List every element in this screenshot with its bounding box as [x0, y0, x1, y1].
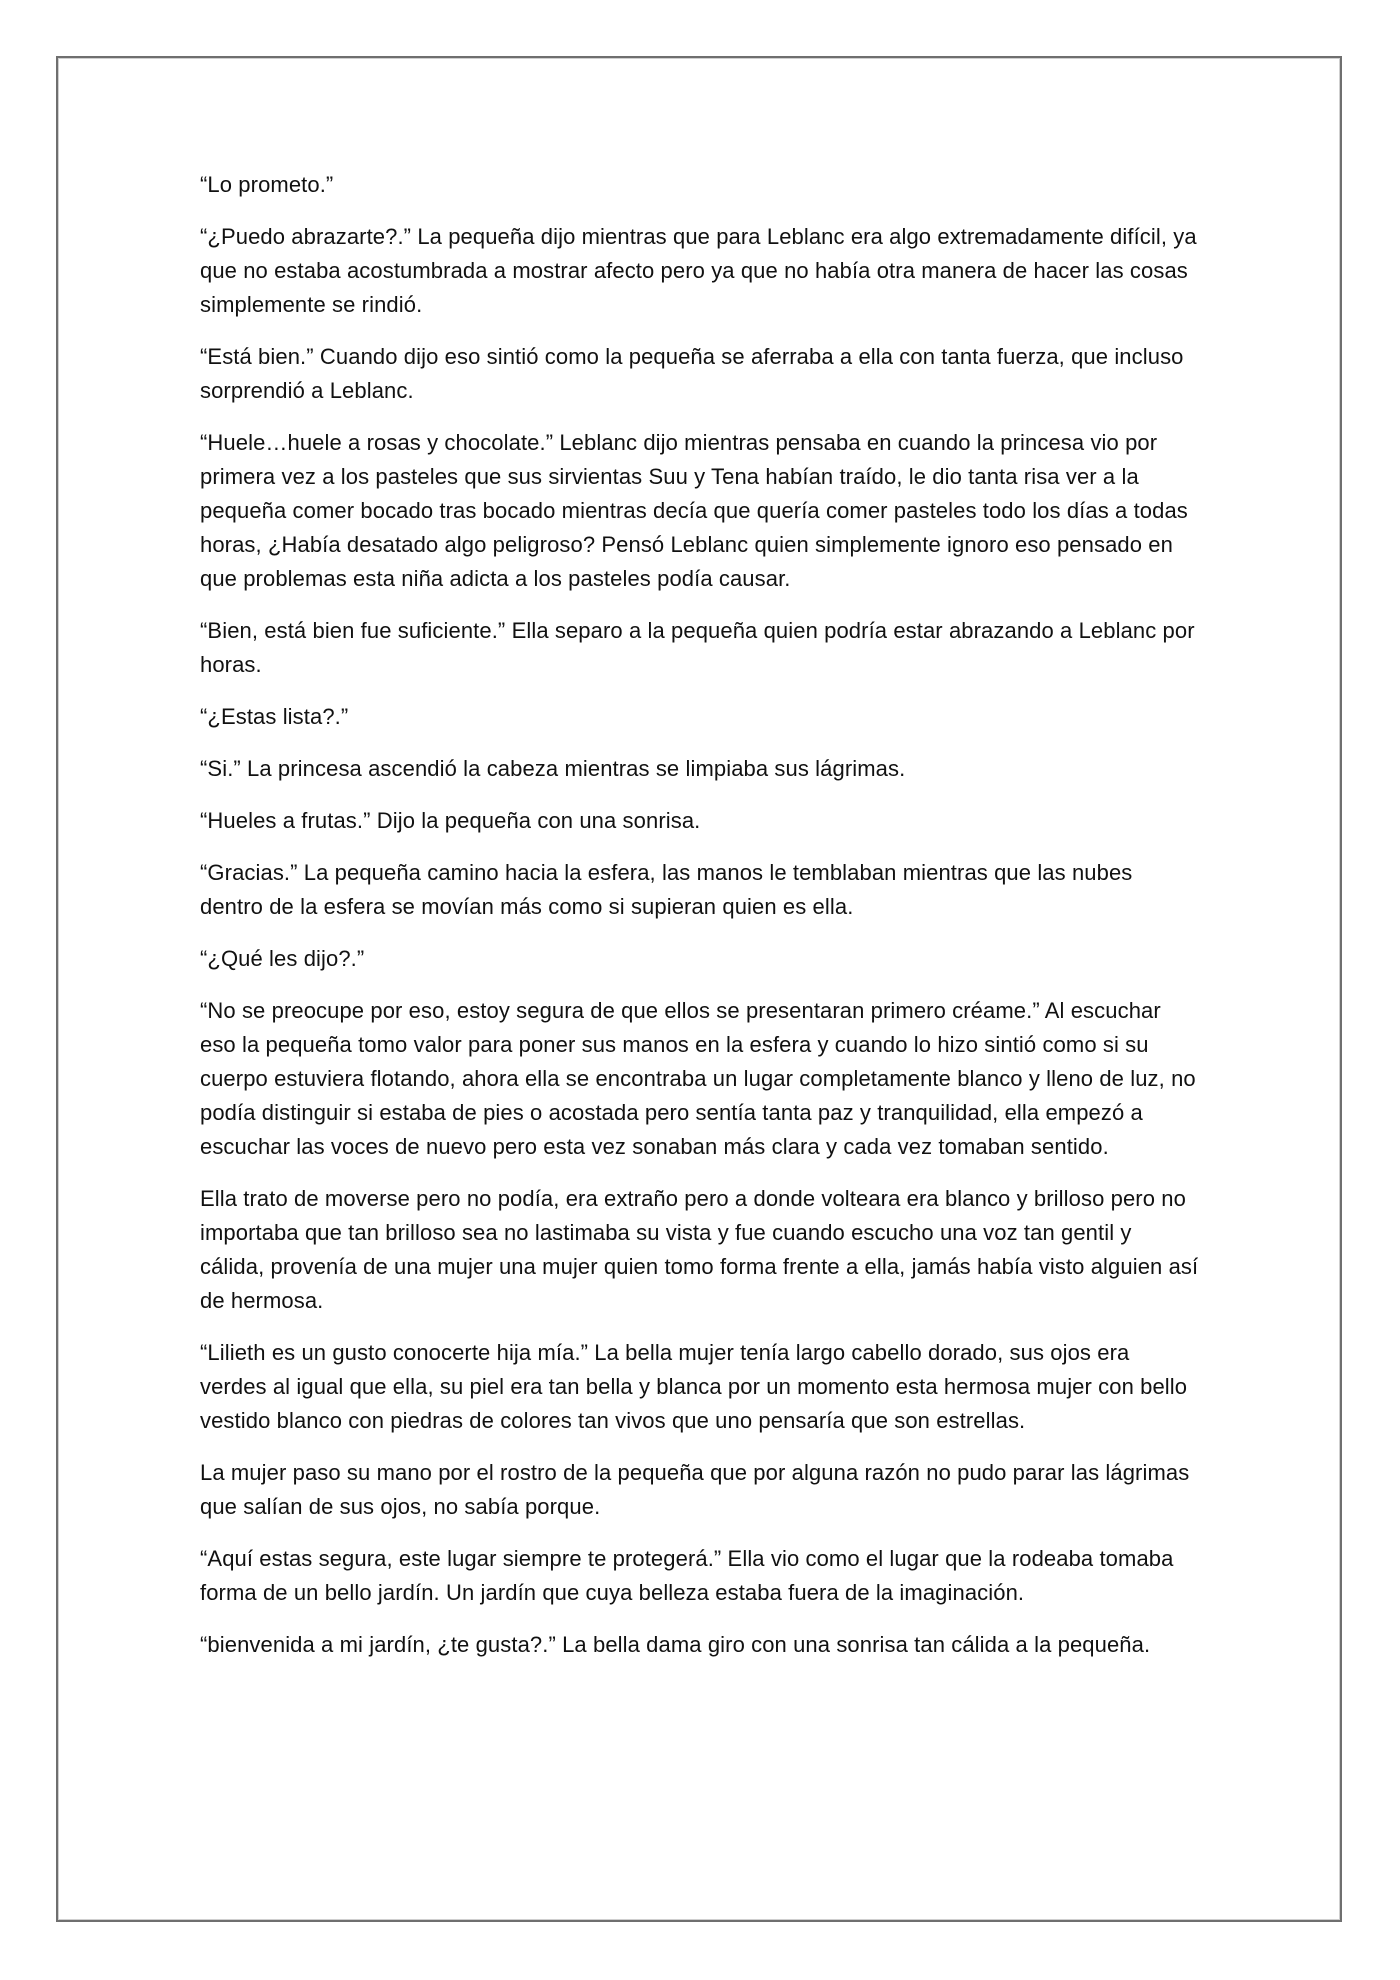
- paragraph: “¿Qué les dijo?.”: [200, 946, 365, 971]
- paragraph: “Bien, está bien fue suficiente.” Ella separo a la pequeña quien podría estar abrazando a Leblanc por horas.: [200, 618, 1195, 677]
- paragraph: Ella trato de moverse pero no podía, era extraño pero a donde volteara era blanco y brilloso pero no importaba que tan brilloso sea no lastimaba su vista y fue cuando escucho una voz tan gentil y cálida, provenía de una mujer una mujer quien tomo forma frente a ella, jamás había visto alguien así de hermosa.: [200, 1186, 1199, 1313]
- paragraph: “Lo prometo.”: [200, 172, 334, 197]
- paragraph: “Gracias.” La pequeña camino hacia la esfera, las manos le temblaban mientras que las nubes dentro de la esfera se movían más como si supieran quien es ella.: [200, 860, 1133, 919]
- paragraph: “bienvenida a mi jardín, ¿te gusta?.” La bella dama giro con una sonrisa tan cálida a la pequeña.: [200, 1632, 1151, 1657]
- paragraph: “¿Estas lista?.”: [200, 704, 349, 729]
- document-body: [200, 168, 1200, 1680]
- paragraph: “Hueles a frutas.” Dijo la pequeña con una sonrisa.: [200, 808, 701, 833]
- paragraph: “Lilieth es un gusto conocerte hija mía.” La bella mujer tenía largo cabello dorado, sus ojos era verdes al igual que ella, su piel era tan bella y blanca por un momento esta hermosa mujer con bello vestido blanco con piedras de colores tan vivos que uno pensaría que son estrellas.: [200, 1340, 1188, 1433]
- paragraph: La mujer paso su mano por el rostro de la pequeña que por alguna razón no pudo parar las lágrimas que salían de sus ojos, no sabía porque.: [200, 1460, 1190, 1519]
- paragraph: “Si.” La princesa ascendió la cabeza mientras se limpiaba sus lágrimas.: [200, 756, 906, 781]
- paragraph: “No se preocupe por eso, estoy segura de que ellos se presentaran primero créame.” Al escuchar eso la pequeña tomo valor para poner sus manos en la esfera y cuando lo hizo sintió como si su cuerpo estuviera flotando, ahora ella se encontraba un lugar completamente blanco y lleno de luz, no podía distinguir si estaba de pies o acostada pero sentía tanta paz y tranquilidad, ella empezó a escuchar las voces de nuevo pero esta vez sonaban más clara y cada vez tomaban sentido.: [200, 998, 1196, 1159]
- paragraph: “¿Puedo abrazarte?.” La pequeña dijo mientras que para Leblanc era algo extremadamente difícil, ya que no estaba acostumbrada a mostrar afecto pero ya que no había otra manera de hacer las cosas simplemente se rindió.: [200, 224, 1197, 317]
- paragraph: “Huele…huele a rosas y chocolate.” Leblanc dijo mientras pensaba en cuando la princesa vio por primera vez a los pasteles que sus sirvientas Suu y Tena habían traído, le dio tanta risa ver a la pequeña comer bocado tras bocado mientras decía que quería comer pasteles todo los días a todas horas, ¿Había desatado algo peligroso? Pensó Leblanc quien simplemente ignoro eso pensado en que problemas esta niña adicta a los pasteles podía causar.: [200, 430, 1188, 591]
- paragraph: “Aquí estas segura, este lugar siempre te protegerá.” Ella vio como el lugar que la rodeaba tomaba forma de un bello jardín. Un jardín que cuya belleza estaba fuera de la imaginación.: [200, 1546, 1174, 1605]
- paragraph: “Está bien.” Cuando dijo eso sintió como la pequeña se aferraba a ella con tanta fuerza, que incluso sorprendió a Leblanc.: [200, 344, 1184, 403]
